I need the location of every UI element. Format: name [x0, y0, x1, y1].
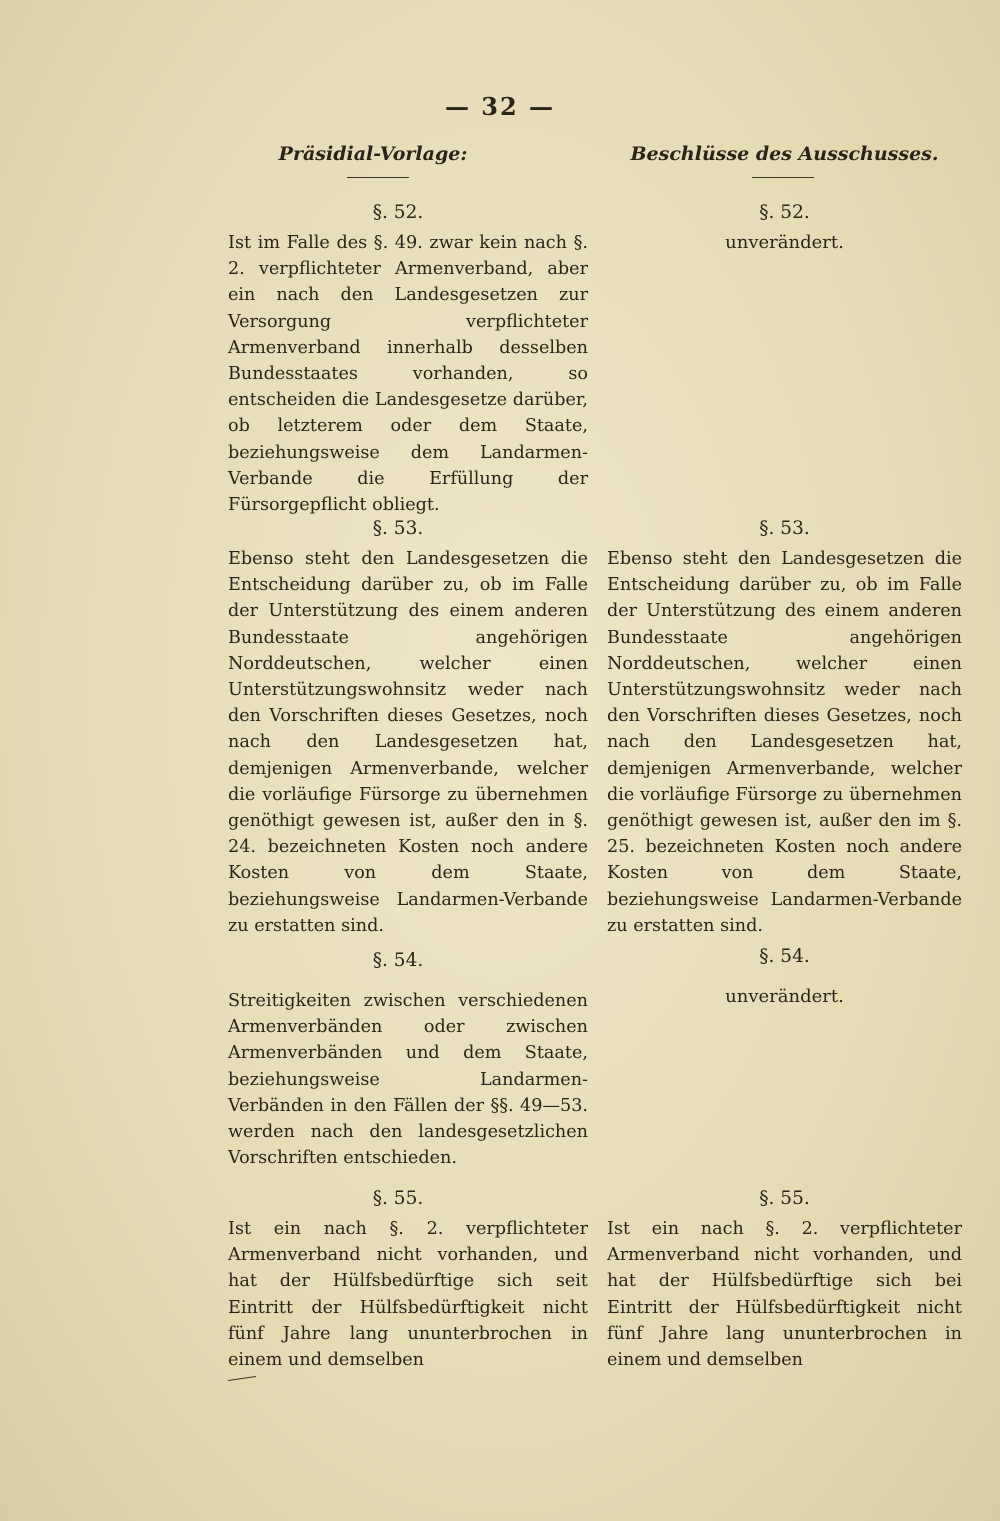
- right-section-54-status: unverändert.: [725, 986, 844, 1007]
- right-header-rule: [752, 177, 814, 178]
- right-section-53-title: §. 53.: [759, 518, 810, 539]
- right-section-54-title: §. 54.: [759, 946, 810, 967]
- left-section-53: [228, 516, 588, 939]
- left-section-55: [228, 1186, 588, 1373]
- right-section-53: [607, 516, 962, 939]
- right-section-52: [607, 200, 962, 256]
- left-column-header: Präsidial-Vorlage:: [278, 143, 468, 165]
- right-section-55-body: Ist ein nach §. 2. verpflichteter Armenverband nicht vorhanden, und hat der Hülfsbedürftige sich bei Eintritt der Hülfsbedürftigkeit nicht fünf Jahre lang ununterbrochen in einem und demselben: [607, 1219, 962, 1371]
- right-section-54: [607, 944, 962, 1010]
- right-section-55: [607, 1186, 962, 1373]
- right-section-52-status: unverändert.: [725, 232, 844, 253]
- right-section-55-title: §. 55.: [759, 1188, 810, 1209]
- left-section-52-title: §. 52.: [372, 202, 424, 223]
- left-section-53-title: §. 53.: [372, 518, 424, 539]
- left-header-rule: [347, 177, 409, 178]
- margin-pen-stroke: [228, 1376, 256, 1381]
- left-section-53-body: Ebenso steht den Landesgesetzen die Entscheidung darüber zu, ob im Falle der Unterstützung des einem anderen Bundesstaate angehörigen Norddeutschen, welcher einen Unterstützungswohnsitz weder nach den Vorschriften dieses Gesetzes, noch nach den Landesgesetzen hat, demjenigen Armenverbande, welcher die vorläufige Fürsorge zu übernehmen genöthigt gewesen ist, außer den in §. 24. bezeichneten Kosten noch andere Kosten von dem Staate, beziehungsweise Landarmen-Verbande zu erstatten sind.: [228, 549, 588, 936]
- left-section-54-body: Streitigkeiten zwischen verschiedenen Armenverbänden oder zwischen Armenverbänden und dem Staate, beziehungsweise Landarmen-Verbänden in den Fällen der §§. 49—53. werden nach den landesgesetzlichen Vorschriften entschieden.: [228, 991, 588, 1169]
- right-section-53-body: Ebenso steht den Landesgesetzen die Entscheidung darüber zu, ob im Falle der Unterstützung des einem anderen Bundesstaate angehörigen Norddeutschen, welcher einen Unterstützungswohnsitz weder nach den Vorschriften dieses Gesetzes, noch nach den Landesgesetzen hat, demjenigen Armenverbande, welcher die vorläufige Fürsorge zu übernehmen genöthigt gewesen ist, außer den im §. 25. bezeichneten Kosten noch andere Kosten von dem Staate, beziehungsweise Landarmen-Verbande zu erstatten sind.: [607, 549, 962, 936]
- left-section-54: [228, 948, 588, 1171]
- left-section-52: [228, 200, 588, 518]
- left-section-54-title: §. 54.: [372, 950, 424, 971]
- left-section-55-title: §. 55.: [372, 1188, 424, 1209]
- page-number: — 32 —: [444, 92, 556, 121]
- left-section-55-body: Ist ein nach §. 2. verpflichteter Armenverband nicht vorhanden, und hat der Hülfsbedürftige sich seit Eintritt der Hülfsbedürftigkeit nicht fünf Jahre lang ununterbrochen in einem und demselben: [228, 1219, 588, 1371]
- right-column-header: Beschlüsse des Ausschusses.: [630, 143, 939, 165]
- left-section-52-body: Ist im Falle des §. 49. zwar kein nach §. 2. verpflichteter Armenverband, aber ein nach den Landesgesetzen zur Versorgung verpflichteter Armenverband innerhalb desselben Bundesstaates vorhanden, so entscheiden die Landesgesetze darüber, ob letzterem oder dem Staate, beziehungsweise dem Landarmen-Verbande die Erfüllung der Fürsorgepflicht obliegt.: [228, 233, 588, 516]
- right-section-52-title: §. 52.: [759, 202, 810, 223]
